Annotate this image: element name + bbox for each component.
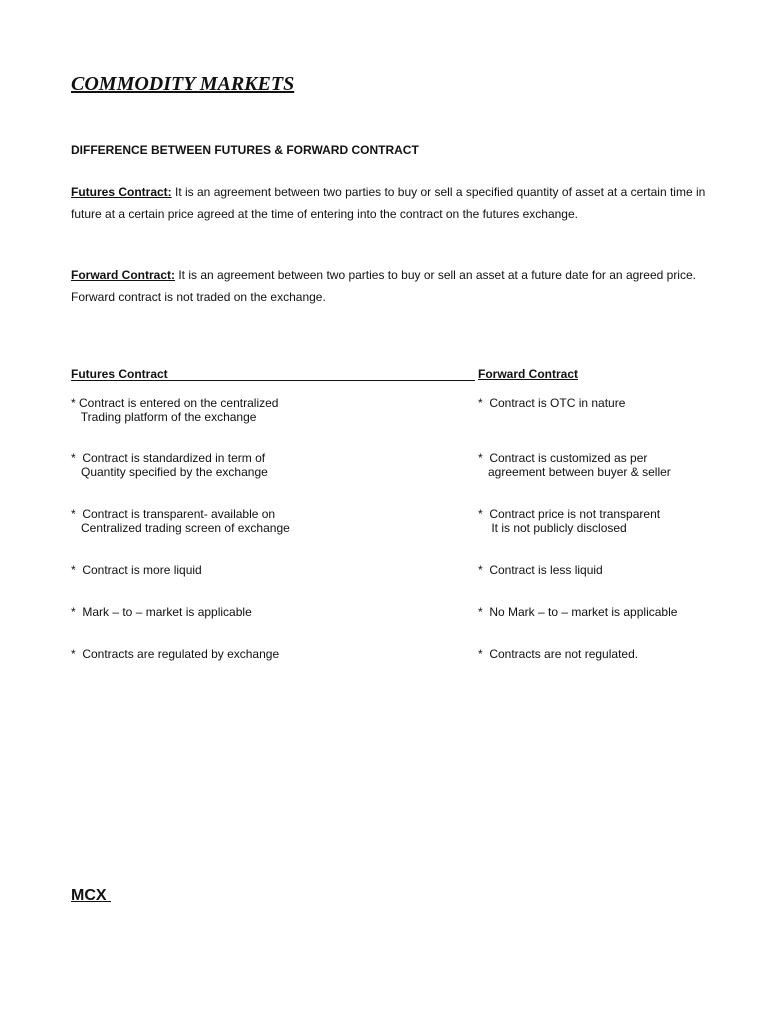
- futures-column-header: Futures Contract: [71, 367, 168, 381]
- forward-point-6: * Contracts are not regulated.: [478, 647, 639, 661]
- futures-point-1: * Contract is entered on the centralized Trading platform of the exchange: [71, 396, 279, 424]
- futures-definition-paragraph: [71, 181, 711, 225]
- forward-column-header: Forward Contract: [478, 367, 579, 381]
- futures-point-6: * Contracts are regulated by exchange: [71, 647, 280, 661]
- forward-point-4: * Contract is less liquid: [478, 563, 603, 577]
- forward-definition-paragraph: [71, 264, 711, 308]
- forward-term: Forward Contract:: [71, 268, 176, 282]
- forward-point-1: * Contract is OTC in nature: [478, 396, 626, 410]
- futures-definition-text: It is an agreement between two parties to buy or sell a specified quantity of asset at a certain time in future at a certain price agreed at the time of entering into the contract on the futures exchange.: [71, 185, 706, 221]
- futures-column-header-rule: [71, 380, 475, 381]
- futures-point-5: * Mark – to – market is applicable: [71, 605, 252, 619]
- futures-term: Futures Contract:: [71, 185, 172, 199]
- forward-point-2: * Contract is customized as per agreement between buyer & seller: [478, 451, 671, 479]
- mcx-heading: MCX: [71, 887, 111, 904]
- forward-point-5: * No Mark – to – market is applicable: [478, 605, 678, 619]
- futures-point-3: * Contract is transparent- available on Centralized trading screen of exchange: [71, 507, 290, 535]
- document-title: COMMODITY MARKETS: [71, 73, 295, 95]
- forward-definition-text: It is an agreement between two parties to buy or sell an asset at a future date for an agreed price. Forward contract is not traded on the exchange.: [71, 268, 696, 304]
- futures-point-4: * Contract is more liquid: [71, 563, 202, 577]
- forward-point-3: * Contract price is not transparent It is not publicly disclosed: [478, 507, 661, 535]
- futures-point-2: * Contract is standardized in term of Quantity specified by the exchange: [71, 451, 268, 479]
- section-heading: DIFFERENCE BETWEEN FUTURES & FORWARD CONTRACT: [71, 143, 419, 157]
